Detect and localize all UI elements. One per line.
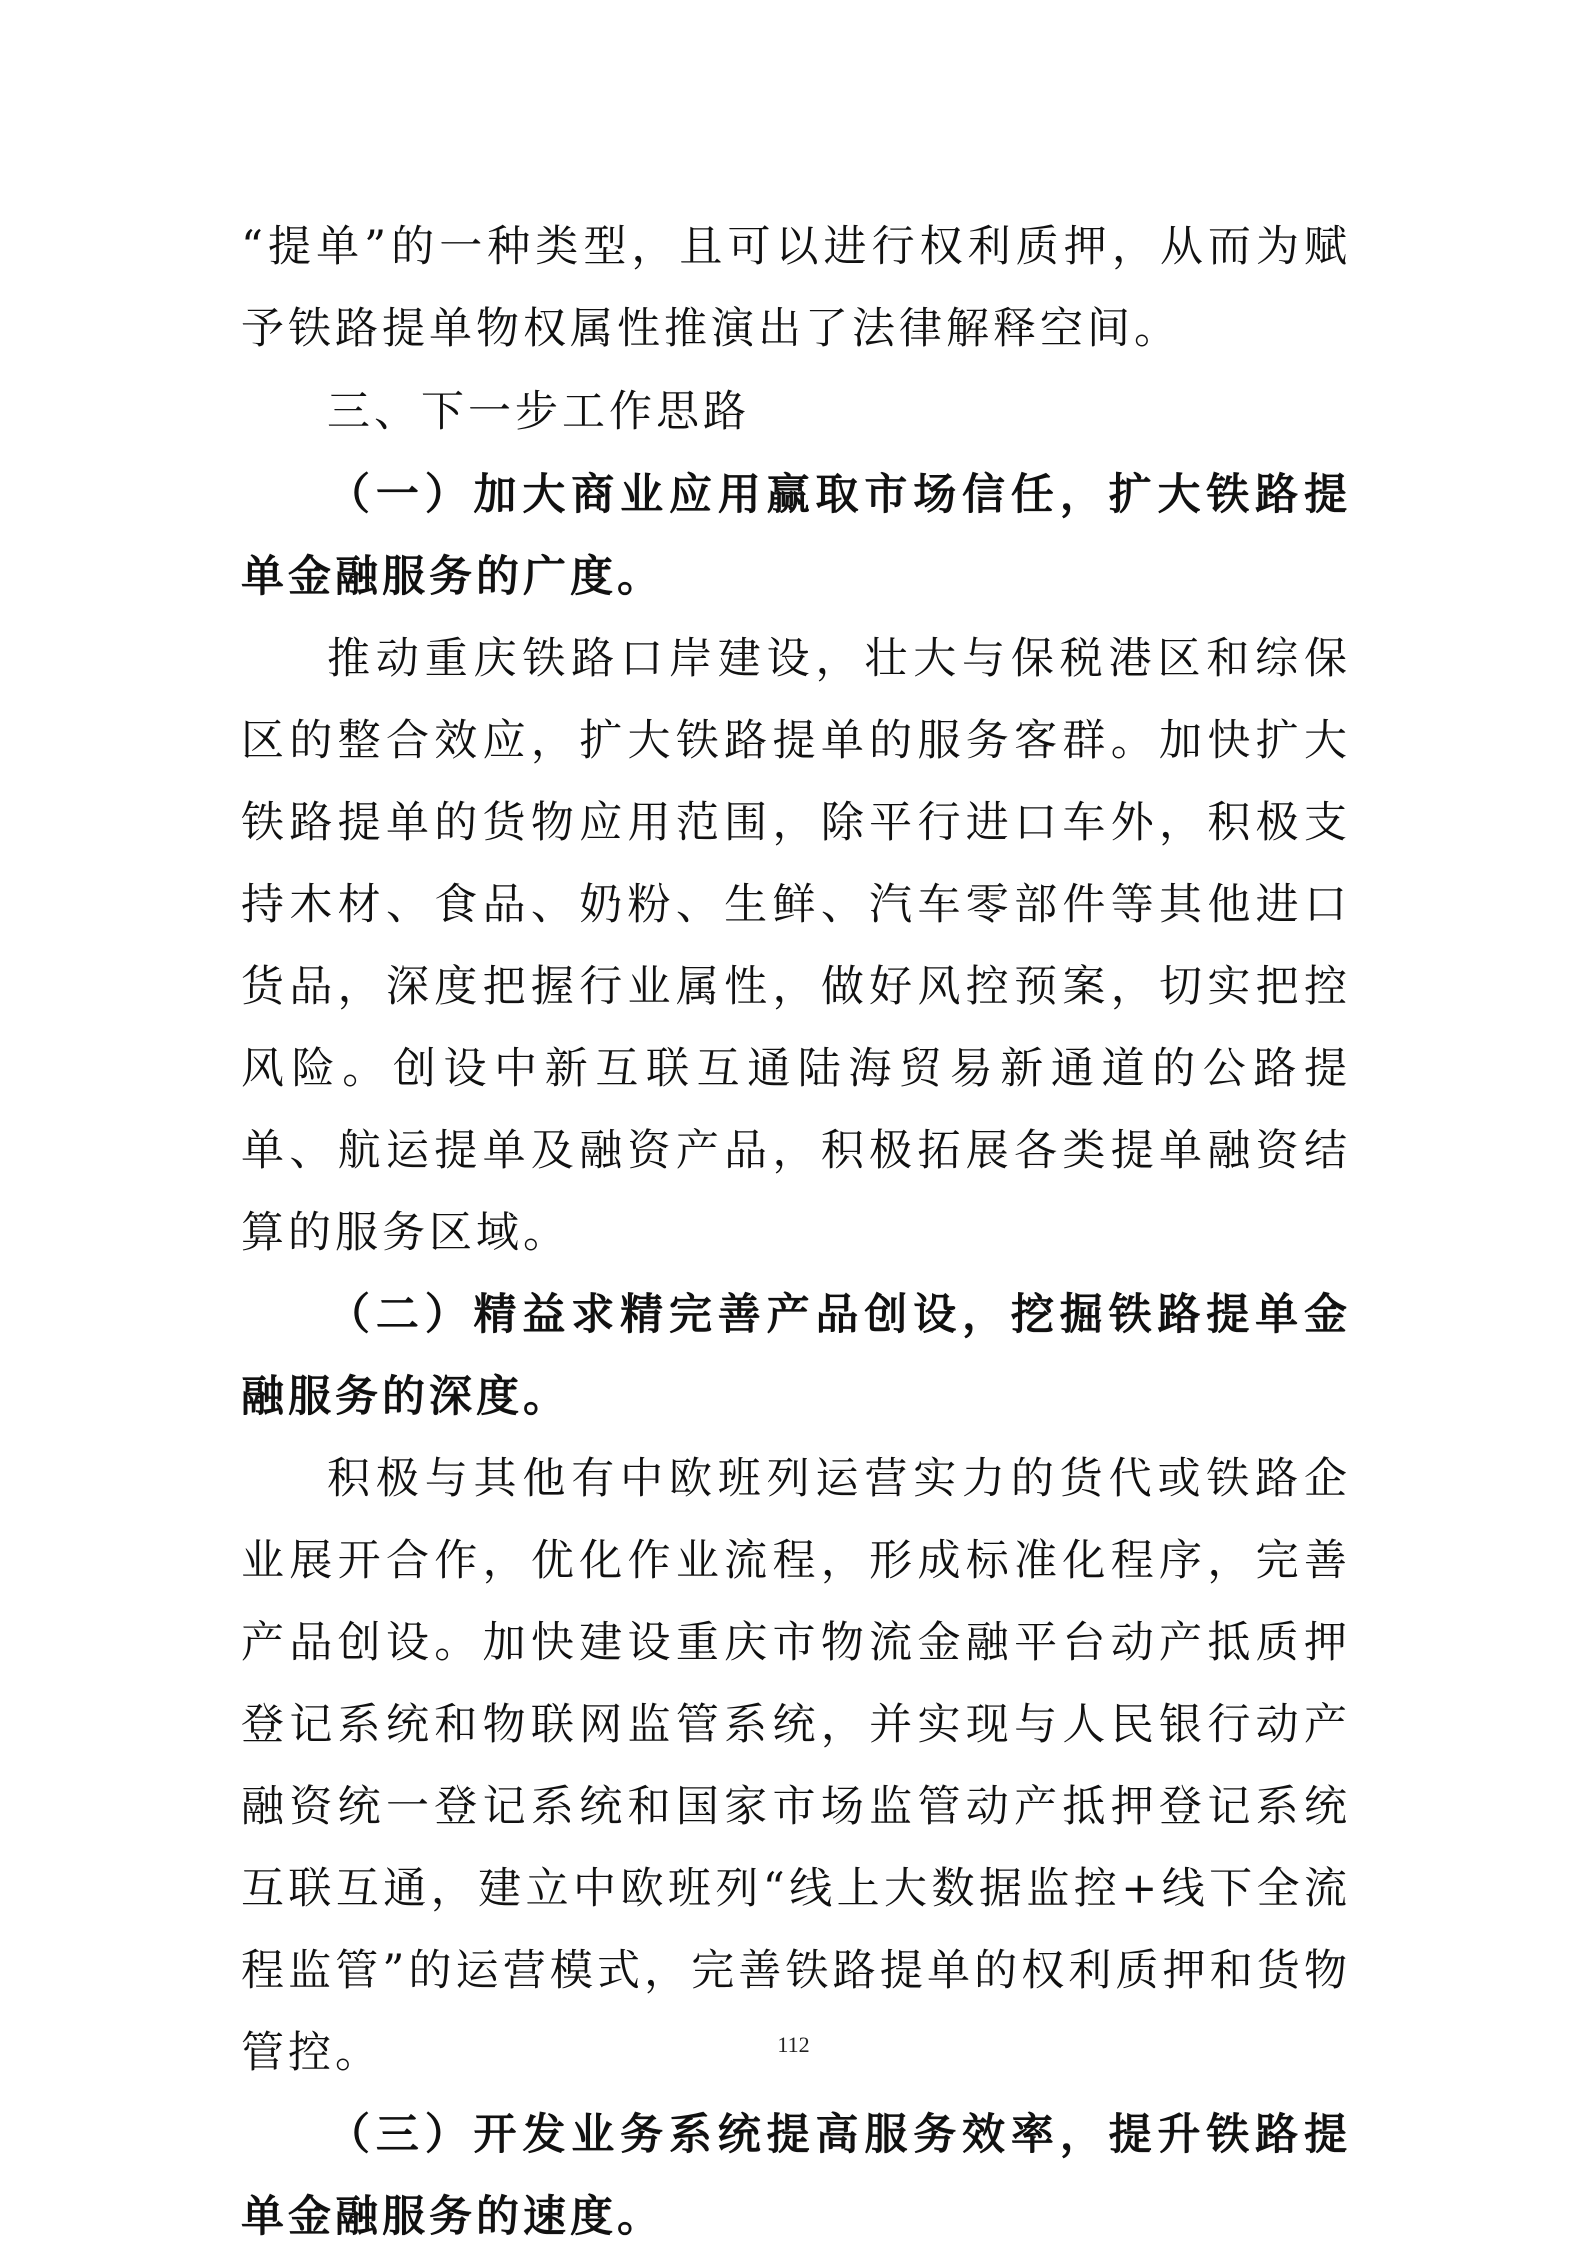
paragraph-continued: “提单”的一种类型，且可以进行权利质押，从而为赋予铁路提单物权属性推演出了法律解释空间。: [241, 222, 1351, 354]
paragraph-1: 推动重庆铁路口岸建设，壮大与保税港区和综保区的整合效应，扩大铁路提单的服务客群。加快扩大铁路提单的货物应用范围，除平行进口车外，积极支持木材、食品、奶粉、生鲜、汽车零部件等其他进口货品，深度把握行业属性，做好风控预案，切实把控风险。创设中新互联互通陆海贸易新通道的公路提单、航运提单及融资产品，积极拓展各类提单融资结算的服务区域。: [241, 634, 1351, 1258]
subheading-1: （一）加大商业应用赢取市场信任，扩大铁路提单金融服务的广度。: [241, 470, 1351, 602]
section-heading: 三、下一步工作思路: [327, 387, 750, 437]
page-number: 112: [777, 2032, 810, 2057]
paragraph-2: 积极与其他有中欧班列运营实力的货代或铁路企业展开合作，优化作业流程，形成标准化程序，完善产品创设。加快建设重庆市物流金融平台动产抵质押登记系统和物联网监管系统，并实现与人民银行动产融资统一登记系统和国家市场监管动产抵押登记系统互联互通，建立中欧班列“线上大数据监控+线下全流程监管”的运营模式，完善铁路提单的权利质押和货物管控。: [241, 1454, 1351, 2078]
subheading-3: （三）开发业务系统提高服务效率，提升铁路提单金融服务的速度。: [241, 2110, 1351, 2242]
subheading-2: （二）精益求精完善产品创设，挖掘铁路提单金融服务的深度。: [241, 1290, 1351, 1422]
document-body: [241, 206, 1351, 2258]
